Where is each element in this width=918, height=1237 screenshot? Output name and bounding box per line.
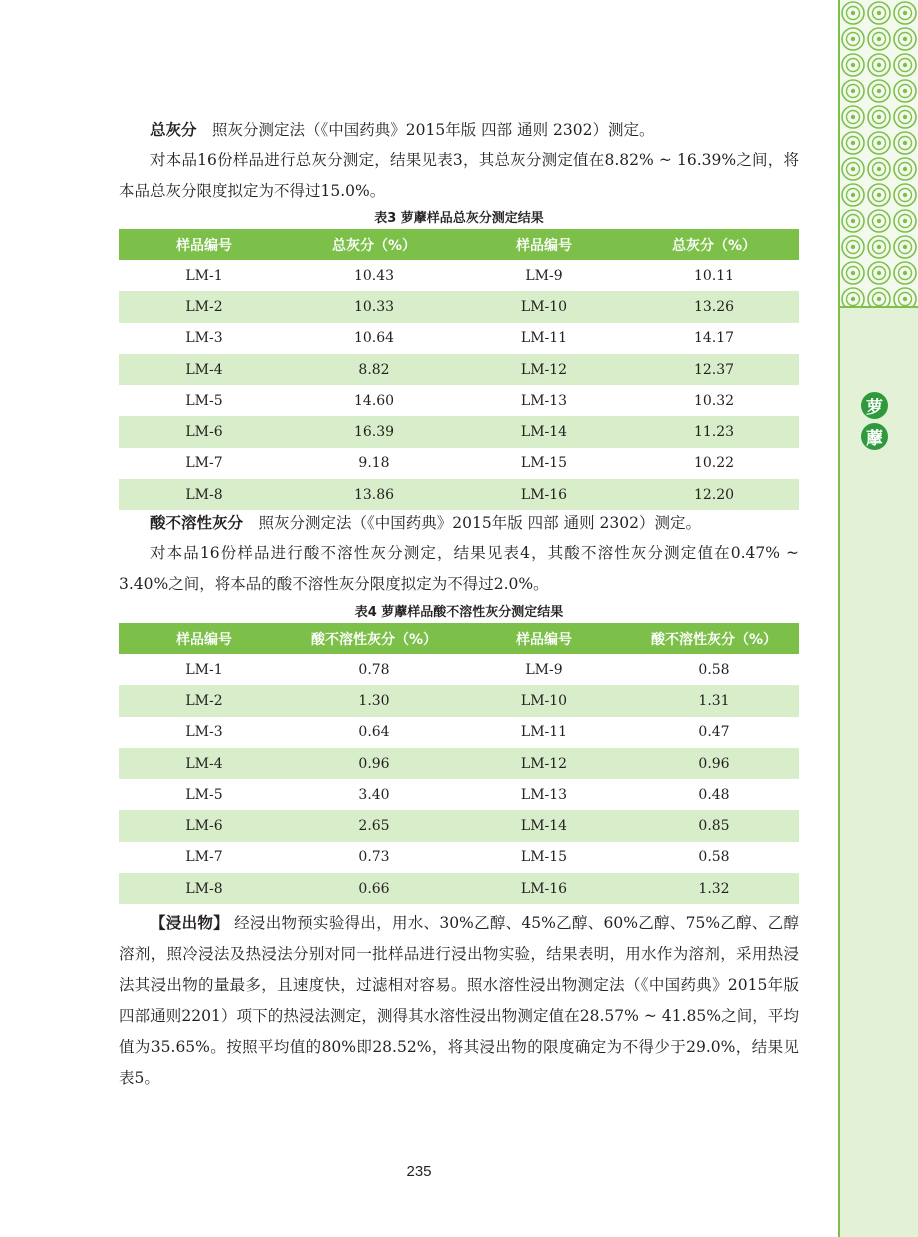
- column-header: 酸不溶性灰分（%）: [289, 623, 459, 654]
- table-row: [119, 448, 799, 479]
- table-cell: 0.73: [358, 849, 390, 866]
- table-cell: LM-11: [520, 330, 568, 347]
- table-cell: LM-4: [119, 354, 289, 385]
- table-cell: LM-12: [459, 354, 629, 385]
- table-cell: LM-15: [520, 455, 568, 472]
- column-header: 样品编号: [119, 229, 289, 260]
- table-cell: LM-6: [119, 416, 289, 447]
- total-ash-paragraph: [119, 115, 799, 146]
- decorative-cloud-pattern: [840, 0, 918, 308]
- table-row: [119, 323, 799, 354]
- acid-ash-heading: 酸不溶性灰分: [150, 514, 244, 532]
- table-cell: LM-3: [185, 330, 223, 347]
- table-cell: LM-8: [119, 873, 289, 904]
- table-cell: 0.78: [358, 661, 390, 678]
- page-number: 235: [406, 1163, 432, 1180]
- table3: [119, 229, 799, 510]
- acid-ash-method: 照灰分测定法（《中国药典》2015年版 四部 通则 2302）测定。: [258, 514, 701, 532]
- table-cell: 0.96: [289, 748, 459, 779]
- table-row: [119, 260, 799, 291]
- column-header: 总灰分（%）: [629, 229, 799, 260]
- table-cell: LM-8: [119, 479, 289, 510]
- table-cell: LM-2: [119, 291, 289, 322]
- extract-text: 经浸出物预实验得出，用水、30%乙醇、45%乙醇、60%乙醇、75%乙醇、乙醇溶剂，照冷浸法及热浸法分别对同一批样品进行浸出物实验，结果表明，用水作为溶剂，采用热浸法其浸出物的量最多，且速度快，过滤相对容易。照水溶性浸出物测定法（《中国药典》2015年版四部通则2201）项下的热浸法测定，测得其水溶性浸出物测定值在28.57% ~ 41.85%之间，平均值为35.65%。按照平均值的80%即28.52%，将其浸出物的限度确定为不得少于29.0%，结果见表5。: [119, 914, 799, 1087]
- table-row: [119, 654, 799, 685]
- table-row: [119, 873, 799, 904]
- table-row: [119, 717, 799, 748]
- total-ash-method: 照灰分测定法（《中国药典》2015年版 四部 通则 2302）测定。: [212, 121, 655, 139]
- column-header: 总灰分（%）: [289, 229, 459, 260]
- table-cell: 8.82: [289, 354, 459, 385]
- table-cell: LM-16: [459, 479, 629, 510]
- table-cell: 0.58: [698, 849, 730, 866]
- table-cell: 9.18: [358, 455, 390, 472]
- table-row: [119, 748, 799, 779]
- table-cell: LM-16: [459, 873, 629, 904]
- table-cell: 11.23: [629, 416, 799, 447]
- table-cell: 3.40: [358, 786, 390, 803]
- table-cell: 2.65: [289, 810, 459, 841]
- table-cell: 10.22: [693, 455, 735, 472]
- table-cell: 13.86: [289, 479, 459, 510]
- chapter-tag: [861, 392, 891, 454]
- extract-heading: 【浸出物】: [150, 914, 229, 932]
- table-cell: 0.48: [698, 786, 730, 803]
- table-row: [119, 685, 799, 716]
- table-cell: LM-14: [459, 810, 629, 841]
- table-row: [119, 810, 799, 841]
- column-header: 样品编号: [459, 229, 629, 260]
- table-cell: LM-1: [185, 661, 223, 678]
- table-cell: 1.32: [629, 873, 799, 904]
- acid-ash-paragraph: [119, 508, 799, 539]
- table-cell: 10.32: [693, 392, 735, 409]
- table-cell: LM-7: [185, 849, 223, 866]
- table-cell: LM-5: [185, 392, 223, 409]
- table-cell: 10.43: [353, 267, 395, 284]
- table-cell: LM-2: [119, 685, 289, 716]
- table-cell: 12.20: [629, 479, 799, 510]
- table4-caption: 表4 萝藦样品酸不溶性灰分测定结果: [354, 605, 564, 620]
- table-cell: 1.30: [289, 685, 459, 716]
- table-cell: LM-14: [459, 416, 629, 447]
- table4: [119, 623, 799, 904]
- table-cell: 1.31: [629, 685, 799, 716]
- table-cell: LM-1: [185, 267, 223, 284]
- table-row: [119, 354, 799, 385]
- table-cell: LM-7: [185, 455, 223, 472]
- table-cell: LM-15: [520, 849, 568, 866]
- column-header: 酸不溶性灰分（%）: [629, 623, 799, 654]
- table-cell: LM-11: [520, 724, 568, 741]
- table-cell: 10.33: [289, 291, 459, 322]
- table-cell: 16.39: [289, 416, 459, 447]
- table3-caption: 表3 萝藦样品总灰分测定结果: [374, 211, 544, 226]
- acid-ash-text: 对本品16份样品进行酸不溶性灰分测定，结果见表4，其酸不溶性灰分测定值在0.47% ~ 3.40%之间，将本品的酸不溶性灰分限度拟定为不得过2.0%。: [119, 544, 799, 593]
- table-cell: 0.66: [289, 873, 459, 904]
- table-row: [119, 779, 799, 810]
- table-cell: 0.58: [698, 661, 730, 678]
- total-ash-heading: 总灰分: [150, 121, 197, 139]
- table-cell: 14.60: [353, 392, 395, 409]
- table-cell: 12.37: [629, 354, 799, 385]
- table-cell: LM-3: [185, 724, 223, 741]
- side-bar: [838, 0, 918, 1237]
- table-row: [119, 479, 799, 510]
- table-row: [119, 416, 799, 447]
- table-row: [119, 291, 799, 322]
- table-cell: LM-4: [119, 748, 289, 779]
- total-ash-text: 对本品16份样品进行总灰分测定，结果见表3，其总灰分测定值在8.82% ~ 16.39%之间，将本品总灰分限度拟定为不得过15.0%。: [119, 151, 799, 200]
- table-cell: LM-13: [520, 392, 568, 409]
- table-cell: LM-10: [459, 685, 629, 716]
- extract-paragraph: [119, 908, 799, 1094]
- table-cell: LM-10: [459, 291, 629, 322]
- table-cell: LM-12: [459, 748, 629, 779]
- chapter-tag-char: 萝: [861, 392, 888, 419]
- table-cell: 10.11: [693, 267, 735, 284]
- table-cell: 0.47: [698, 724, 730, 741]
- column-header: 样品编号: [119, 623, 289, 654]
- table-cell: 13.26: [629, 291, 799, 322]
- table-cell: LM-9: [525, 661, 563, 678]
- table-cell: 10.64: [353, 330, 395, 347]
- table-header-row: [119, 229, 799, 260]
- column-header: 样品编号: [459, 623, 629, 654]
- table-row: [119, 842, 799, 873]
- table-cell: LM-5: [185, 786, 223, 803]
- table-cell: 0.64: [358, 724, 390, 741]
- table-cell: LM-9: [525, 267, 563, 284]
- table-header-row: [119, 623, 799, 654]
- table-cell: LM-13: [520, 786, 568, 803]
- table-cell: LM-6: [119, 810, 289, 841]
- table-cell: 0.85: [629, 810, 799, 841]
- table-row: [119, 385, 799, 416]
- chapter-tag-char: 藦: [861, 423, 888, 450]
- table-cell: 14.17: [693, 330, 735, 347]
- table-cell: 0.96: [629, 748, 799, 779]
